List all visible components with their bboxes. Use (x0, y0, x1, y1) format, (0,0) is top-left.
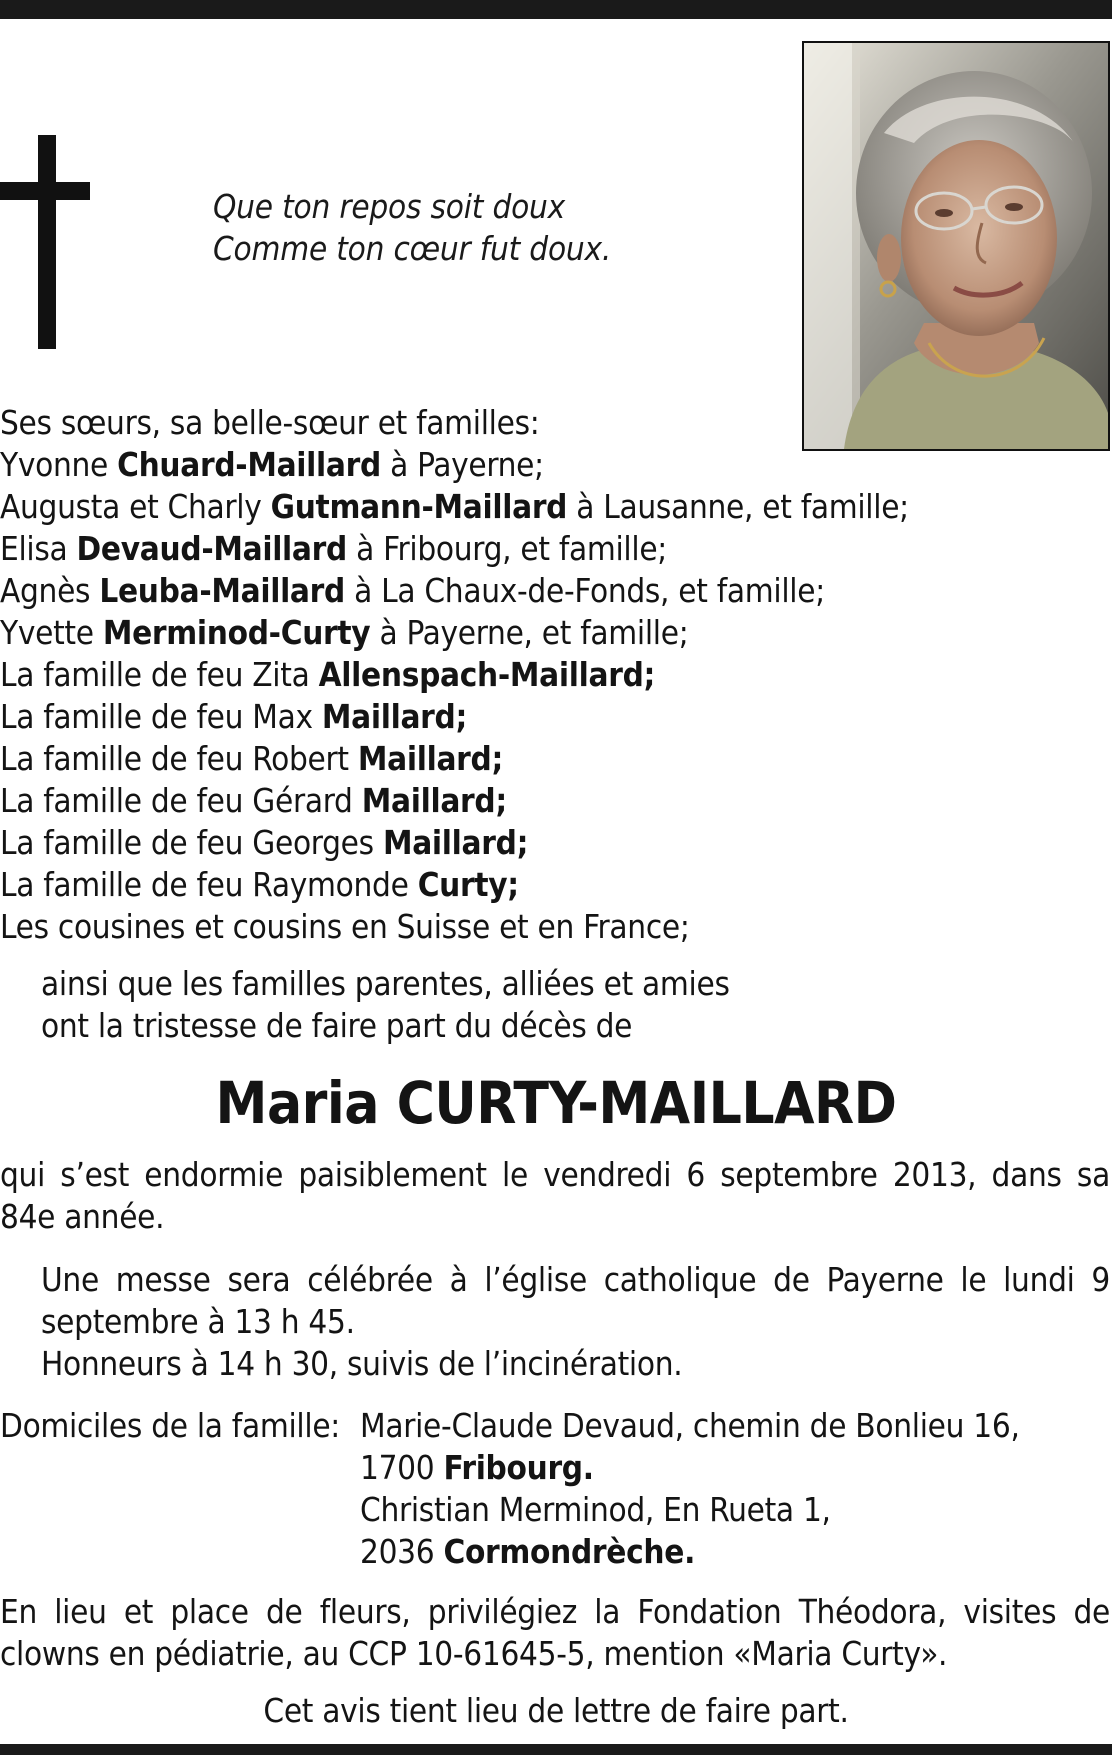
family-surname: Maillard; (382, 823, 529, 862)
family-row (0, 486, 909, 528)
announcement-line-2: ont la tristesse de faire part du décès de (41, 1006, 633, 1045)
family-given-names: La famille de feu Max (0, 697, 322, 736)
family-given-names: Yvette (0, 613, 103, 652)
family-surname: Chuard-Maillard (117, 445, 381, 484)
top-rule (0, 0, 1112, 19)
family-surname: Devaud-Maillard (76, 529, 347, 568)
family-row (0, 864, 909, 906)
domiciles-label: Domiciles de la famille: (0, 1406, 340, 1445)
family-row (0, 654, 909, 696)
family-given-names: La famille de feu Georges (0, 823, 383, 862)
address-2-zip: 2036 (360, 1532, 444, 1571)
address-1-street: Marie-Claude Devaud, chemin de Bonlieu 16, (360, 1406, 1020, 1445)
family-row (0, 612, 909, 654)
family-location: à Fribourg, et famille; (346, 529, 668, 568)
domiciles-addresses (360, 1405, 1020, 1573)
family-row (0, 696, 909, 738)
announcement-line-1: ainsi que les familles parentes, alliées et amies (41, 964, 730, 1003)
family-location: à Lausanne, et famille; (567, 487, 909, 526)
family-location: à La Chaux-de-Fonds, et famille; (344, 571, 825, 610)
epitaph-line-2: Comme ton cœur fut doux. (213, 229, 612, 268)
address-1-zip: 1700 (360, 1448, 444, 1487)
donation-text: En lieu et place de fleurs, privilégiez la Fondation Théodora, visites de clowns en pédiatrie, au CCP 10-61645-5, mention «Maria Curty». (0, 1592, 1110, 1673)
family-surname: Leuba-Maillard (99, 571, 345, 610)
family-surname: Merminod-Curty (102, 613, 371, 652)
family-given-names: La famille de feu Robert (0, 739, 358, 778)
bottom-rule (0, 1744, 1112, 1755)
family-given-names: Elisa (0, 529, 77, 568)
address-1-city: Fribourg. (443, 1448, 594, 1487)
family-intro: Ses sœurs, sa belle-sœur et familles: (0, 403, 540, 442)
epitaph-line-1: Que ton repos soit doux (213, 187, 566, 226)
family-surname: Maillard; (321, 697, 468, 736)
ceremony-text: Une messe sera célébrée à l’église catholique de Payerne le lundi 9 septembre à 13 h 45. (41, 1260, 1110, 1341)
family-location: à Payerne; (380, 445, 544, 484)
family-row (0, 780, 909, 822)
family-row (0, 444, 909, 486)
family-surname: Maillard; (357, 739, 504, 778)
family-surname: Curty; (417, 865, 519, 904)
announcement (41, 963, 730, 1047)
family-surname: Allenspach-Maillard; (318, 655, 656, 694)
address-2-street: Christian Merminod, En Rueta 1, (360, 1490, 831, 1529)
family-row (0, 738, 909, 780)
deceased-name: Maria CURTY-MAILLARD (215, 1069, 897, 1137)
family-surname: Gutmann-Maillard (270, 487, 568, 526)
family-given-names: La famille de feu Gérard (0, 781, 362, 820)
epitaph (213, 186, 611, 270)
family-cousins: Les cousines et cousins en Suisse et en France; (0, 907, 690, 946)
family-row (0, 822, 909, 864)
family-given-names: La famille de feu Raymonde (0, 865, 418, 904)
family-list (0, 402, 909, 948)
closing-text: Cet avis tient lieu de lettre de faire part. (263, 1691, 849, 1730)
family-row (0, 570, 909, 612)
portrait-photo (802, 41, 1110, 451)
family-row (0, 528, 909, 570)
family-location: à Payerne, et famille; (370, 613, 689, 652)
family-given-names: Agnès (0, 571, 100, 610)
family-given-names: Yvonne (0, 445, 118, 484)
family-surname: Maillard; (361, 781, 507, 820)
address-2-city-line (360, 1531, 1020, 1573)
honneurs-text: Honneurs à 14 h 30, suivis de l’incinération. (41, 1344, 683, 1383)
family-given-names: Augusta et Charly (0, 487, 271, 526)
address-2-city: Cormondrèche. (443, 1532, 696, 1571)
passing-text: qui s’est endormie paisiblement le vendredi 6 septembre 2013, dans sa 84e année. (0, 1155, 1110, 1236)
address-1-city-line (360, 1447, 1020, 1489)
family-given-names: La famille de feu Zita (0, 655, 319, 694)
